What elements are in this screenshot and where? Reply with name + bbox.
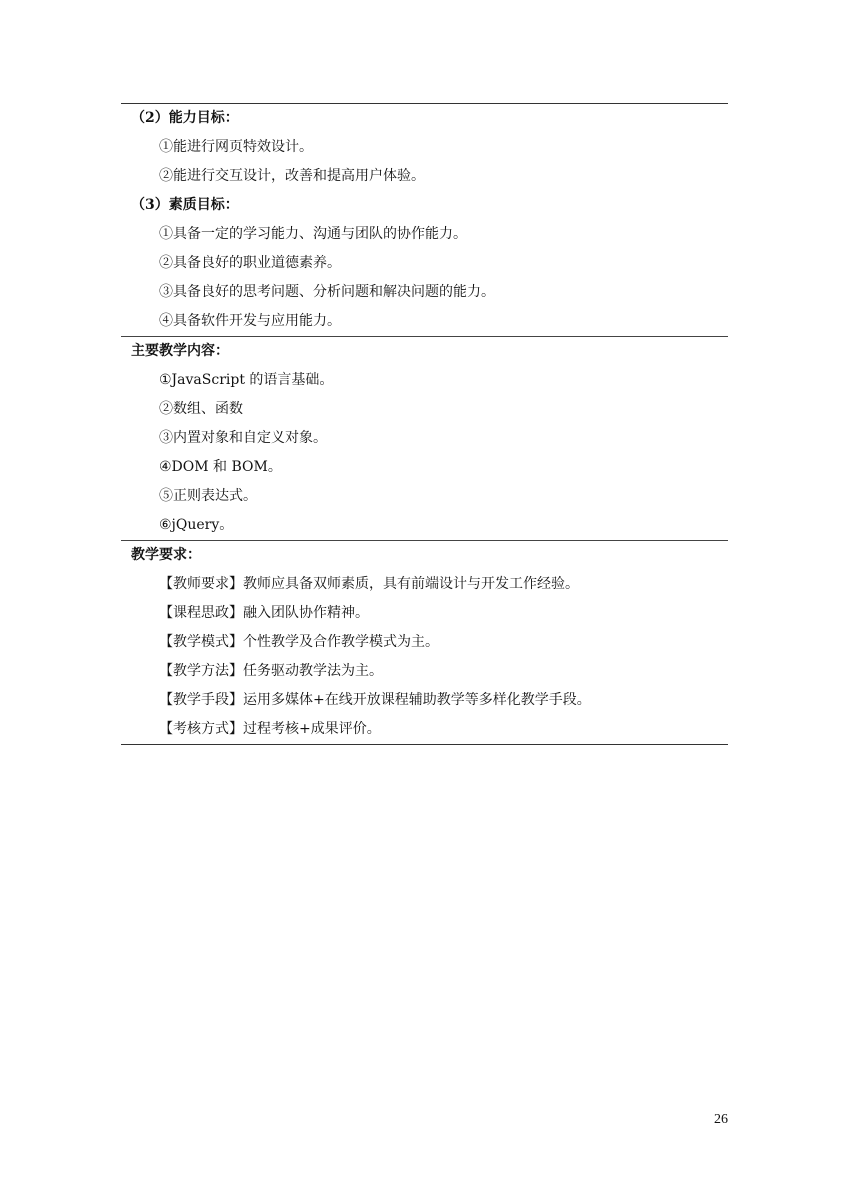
goals-section — [121, 104, 728, 337]
quality-goal-item: ③具备良好的思考问题、分析问题和解决问题的能力。 — [159, 284, 495, 300]
content-item: ⑥jQuery。 — [159, 517, 234, 533]
content-item: ⑤正则表达式。 — [159, 488, 257, 504]
content-item: ②数组、函数 — [159, 401, 243, 417]
requirement-text: 教师应具备双师素质，具有前端设计与开发工作经验。 — [243, 576, 579, 592]
course-table — [121, 103, 728, 745]
requirement-tag: 【教学手段】 — [159, 692, 243, 708]
quality-goal-item: ②具备良好的职业道德素养。 — [159, 255, 341, 271]
requirement-item — [121, 657, 728, 686]
content-item: ④DOM 和 BOM。 — [159, 459, 282, 475]
requirement-item — [121, 570, 728, 599]
requirement-text: 运用多媒体+在线开放课程辅助教学等多样化教学手段。 — [243, 692, 591, 708]
content-item: ①JavaScript 的语言基础。 — [159, 372, 334, 388]
requirements-heading: 教学要求： — [131, 547, 201, 563]
requirements-section — [121, 541, 728, 745]
requirement-text: 过程考核+成果评价。 — [243, 721, 381, 737]
ability-goals-heading: （2）能力目标： — [131, 110, 239, 126]
requirement-item — [121, 628, 728, 657]
main-content-heading: 主要教学内容： — [131, 343, 229, 359]
requirement-tag: 【教学模式】 — [159, 634, 243, 650]
ability-goal-item: ②能进行交互设计，改善和提高用户体验。 — [159, 168, 425, 184]
requirement-tag: 【课程思政】 — [159, 605, 243, 621]
requirement-item — [121, 599, 728, 628]
requirement-item — [121, 715, 728, 744]
requirement-item — [121, 686, 728, 715]
requirement-text: 任务驱动教学法为主。 — [243, 663, 383, 679]
page-number: 26 — [714, 1112, 728, 1127]
ability-goal-item: ①能进行网页特效设计。 — [159, 139, 313, 155]
requirement-text: 个性教学及合作教学模式为主。 — [243, 634, 439, 650]
requirement-tag: 【教师要求】 — [159, 576, 243, 592]
content-item: ③内置对象和自定义对象。 — [159, 430, 327, 446]
requirement-tag: 【教学方法】 — [159, 663, 243, 679]
quality-goal-item: ④具备软件开发与应用能力。 — [159, 313, 341, 329]
requirement-tag: 【考核方式】 — [159, 721, 243, 737]
main-content-section — [121, 337, 728, 541]
quality-goal-item: ①具备一定的学习能力、沟通与团队的协作能力。 — [159, 226, 467, 242]
requirement-text: 融入团队协作精神。 — [243, 605, 369, 621]
quality-goals-heading: （3）素质目标： — [131, 197, 239, 213]
